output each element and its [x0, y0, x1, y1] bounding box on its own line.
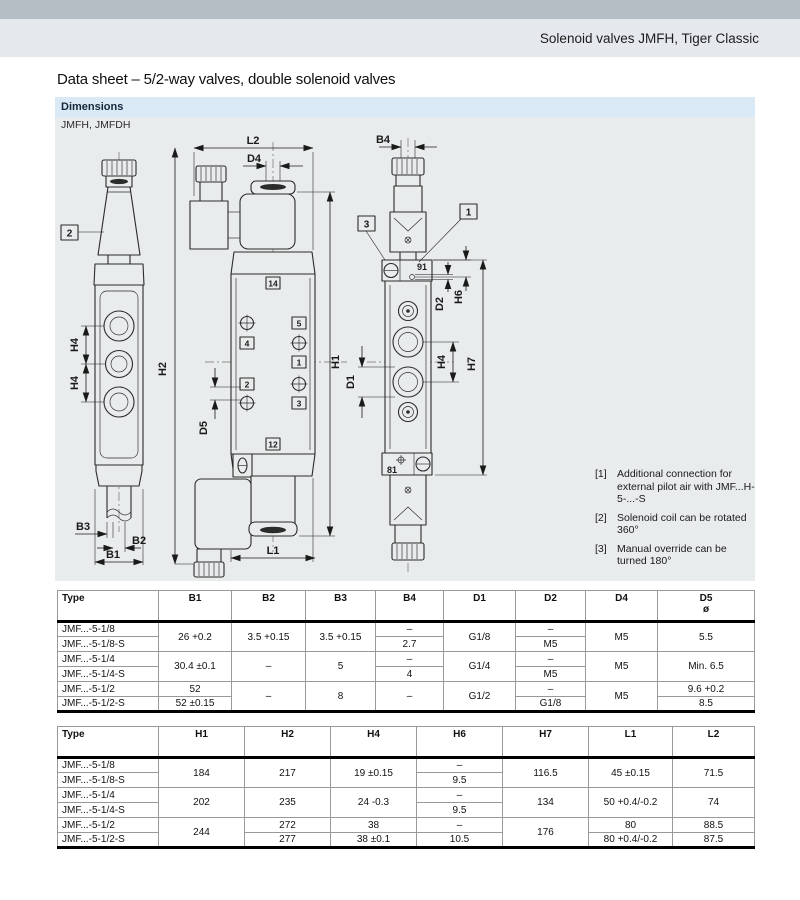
technical-drawing: [55, 134, 755, 581]
footnote-2: [595, 512, 757, 537]
cell-h2: 235: [245, 788, 331, 818]
callout-1: 1: [465, 207, 472, 219]
cell-d1: G1/2: [444, 682, 516, 712]
col-header-h1: H1: [159, 727, 245, 758]
dimensions-table-bd: [57, 590, 755, 713]
col-header-type: Type: [58, 591, 159, 622]
front-view: [157, 135, 347, 577]
callout-3: 3: [363, 219, 370, 231]
page-title: Data sheet – 5/2-way valves, double solenoid valves: [57, 71, 396, 88]
cell-d2: –: [516, 652, 586, 667]
footnote-text: Manual override can be turned 180°: [617, 542, 727, 567]
dim-h1-label: H1: [330, 354, 342, 370]
col-header-b4: B4: [376, 591, 444, 622]
cell-type: JMF...-5-1/2: [58, 818, 159, 833]
dim-h6-label: H6: [453, 289, 465, 305]
cell-l2: 71.5: [673, 758, 755, 788]
table-header-row: [58, 591, 755, 622]
dimensions-panel: [55, 97, 755, 581]
footnote-3: [595, 543, 757, 568]
footnotes: [595, 468, 757, 574]
col-header-d4: D4: [586, 591, 658, 622]
cell-b2: –: [232, 682, 306, 712]
dim-h2-label: H2: [157, 361, 169, 377]
port-1: 1: [296, 357, 302, 368]
cell-d2: –: [516, 622, 586, 637]
table-row: [58, 818, 755, 833]
cell-b3: 3.5 +0.15: [306, 622, 376, 652]
cell-h4: 24 -0.3: [331, 788, 417, 818]
cell-h1: 244: [159, 818, 245, 848]
cell-type: JMF...-5-1/8-S: [58, 637, 159, 652]
cell-d5: 8.5: [658, 697, 755, 712]
cell-type: JMF...-5-1/8: [58, 758, 159, 773]
col-header-b2: B2: [232, 591, 306, 622]
cell-h6: 10.5: [417, 833, 503, 848]
col-header-d5: [658, 591, 755, 622]
dimensions-table-hl: [57, 726, 755, 849]
cell-b4: –: [376, 682, 444, 712]
port-2: 2: [244, 379, 250, 390]
cell-h2: 277: [245, 833, 331, 848]
col-header-h6: H6: [417, 727, 503, 758]
cell-d4: M5: [586, 682, 658, 712]
port-5: 5: [296, 318, 302, 329]
cell-d2: –: [516, 682, 586, 697]
cell-d2: M5: [516, 667, 586, 682]
cell-h7: 134: [503, 788, 589, 818]
cell-type: JMF...-5-1/4-S: [58, 803, 159, 818]
pilot-port-91: 91: [416, 262, 428, 272]
dim-l2-label: L2: [246, 135, 260, 147]
cell-b4: 4: [376, 667, 444, 682]
pilot-port-81: 81: [386, 465, 398, 475]
cell-l1: 80: [589, 818, 673, 833]
cell-l1: 45 ±0.15: [589, 758, 673, 788]
dim-d1-label: D1: [345, 374, 357, 390]
footnote-text: Solenoid coil can be rotated 360°: [617, 511, 747, 536]
cell-b2: 3.5 +0.15: [232, 622, 306, 652]
col-header-h4: H4: [331, 727, 417, 758]
col-header-d5-label: D5: [699, 593, 713, 604]
cell-b4: –: [376, 622, 444, 637]
footnote-ref: [2]: [595, 511, 607, 524]
cell-l2: 87.5: [673, 833, 755, 848]
col-header-d2: D2: [516, 591, 586, 622]
cell-b4: –: [376, 652, 444, 667]
dim-d4-label: D4: [246, 153, 262, 165]
dimensions-section-title: Dimensions: [55, 97, 755, 117]
cell-b4: 2.7: [376, 637, 444, 652]
footnote-1: [595, 468, 757, 506]
port-14: 14: [268, 278, 278, 289]
cell-type: JMF...-5-1/2-S: [58, 833, 159, 848]
footnote-ref: [1]: [595, 468, 607, 480]
cell-type: JMF...-5-1/8-S: [58, 773, 159, 788]
table-row: [58, 682, 755, 697]
cell-h4: 19 ±0.15: [331, 758, 417, 788]
cell-l2: 74: [673, 788, 755, 818]
cell-b1: 26 +0.2: [159, 622, 232, 652]
cell-d5: 9.6 +0.2: [658, 682, 755, 697]
col-header-l2: L2: [673, 727, 755, 758]
port-4: 4: [244, 338, 250, 349]
cell-h2: 217: [245, 758, 331, 788]
dimension-tables: [57, 590, 755, 849]
dim-d2-label: D2: [434, 296, 446, 312]
cell-b1: 30.4 ±0.1: [159, 652, 232, 682]
col-header-b3: B3: [306, 591, 376, 622]
cell-h6: 9.5: [417, 803, 503, 818]
side-view: [61, 152, 146, 565]
cell-h6: –: [417, 758, 503, 773]
cell-type: JMF...-5-1/2: [58, 682, 159, 697]
cell-h4: 38 ±0.1: [331, 833, 417, 848]
table-header-row: [58, 727, 755, 758]
cell-d5: 5.5: [658, 622, 755, 652]
cell-l1: 80 +0.4/-0.2: [589, 833, 673, 848]
page-header: [0, 19, 800, 57]
dim-h7-label: H7: [466, 356, 478, 372]
dim-l1-label: L1: [266, 545, 280, 557]
cell-h2: 272: [245, 818, 331, 833]
cell-h7: 176: [503, 818, 589, 848]
cell-type: JMF...-5-1/2-S: [58, 697, 159, 712]
header-right-text: Solenoid valves JMFH, Tiger Classic: [539, 30, 759, 46]
cell-h1: 184: [159, 758, 245, 788]
cell-d4: M5: [586, 622, 658, 652]
cell-type: JMF...-5-1/4: [58, 652, 159, 667]
cell-type: JMF...-5-1/4: [58, 788, 159, 803]
dim-d5-label: D5: [198, 420, 210, 436]
dimensions-subtitle: JMFH, JMFDH: [61, 119, 131, 131]
col-header-b1: B1: [159, 591, 232, 622]
cell-d1: G1/8: [444, 622, 516, 652]
dim-b1-label: B1: [105, 549, 121, 561]
cell-b3: 5: [306, 652, 376, 682]
cell-h6: 9.5: [417, 773, 503, 788]
col-header-l1: L1: [589, 727, 673, 758]
cell-d4: M5: [586, 652, 658, 682]
port-12: 12: [268, 439, 278, 450]
dim-h4-label: H4: [69, 337, 81, 353]
cell-h6: –: [417, 818, 503, 833]
cell-d1: G1/4: [444, 652, 516, 682]
col-header-type: Type: [58, 727, 159, 758]
table-row: [58, 758, 755, 773]
cell-h6: –: [417, 788, 503, 803]
col-header-d5-unit: ø: [702, 604, 710, 615]
port-3: 3: [296, 398, 302, 409]
cell-l1: 50 +0.4/-0.2: [589, 788, 673, 818]
dim-h4-label: H4: [436, 354, 448, 370]
table-row: [58, 622, 755, 637]
cell-h4: 38: [331, 818, 417, 833]
col-header-h2: H2: [245, 727, 331, 758]
cell-type: JMF...-5-1/8: [58, 622, 159, 637]
cell-type: JMF...-5-1/4-S: [58, 667, 159, 682]
dim-b3-label: B3: [76, 521, 91, 533]
cell-l2: 88.5: [673, 818, 755, 833]
footnote-text: Additional connection for external pilot air with JMF...H-5-...-S: [617, 468, 755, 505]
cell-d2: M5: [516, 637, 586, 652]
cell-d5: Min. 6.5: [658, 652, 755, 682]
footnote-ref: [3]: [595, 542, 607, 555]
table-row: [58, 788, 755, 803]
side-ports: [104, 311, 134, 417]
dim-b4-label: B4: [375, 134, 391, 146]
end-view: [345, 134, 487, 574]
cell-d2: G1/8: [516, 697, 586, 712]
col-header-h7: H7: [503, 727, 589, 758]
table-row: [58, 652, 755, 667]
cell-h1: 202: [159, 788, 245, 818]
dim-b2-label: B2: [132, 535, 147, 547]
col-header-d1: D1: [444, 591, 516, 622]
top-accent-bar: [0, 0, 800, 19]
cell-h7: 116.5: [503, 758, 589, 788]
cell-b2: –: [232, 652, 306, 682]
cell-b1: 52: [159, 682, 232, 697]
cell-b1: 52 ±0.15: [159, 697, 232, 712]
callout-2: 2: [66, 228, 73, 240]
cell-b3: 8: [306, 682, 376, 712]
dim-h4-label: H4: [69, 375, 81, 391]
